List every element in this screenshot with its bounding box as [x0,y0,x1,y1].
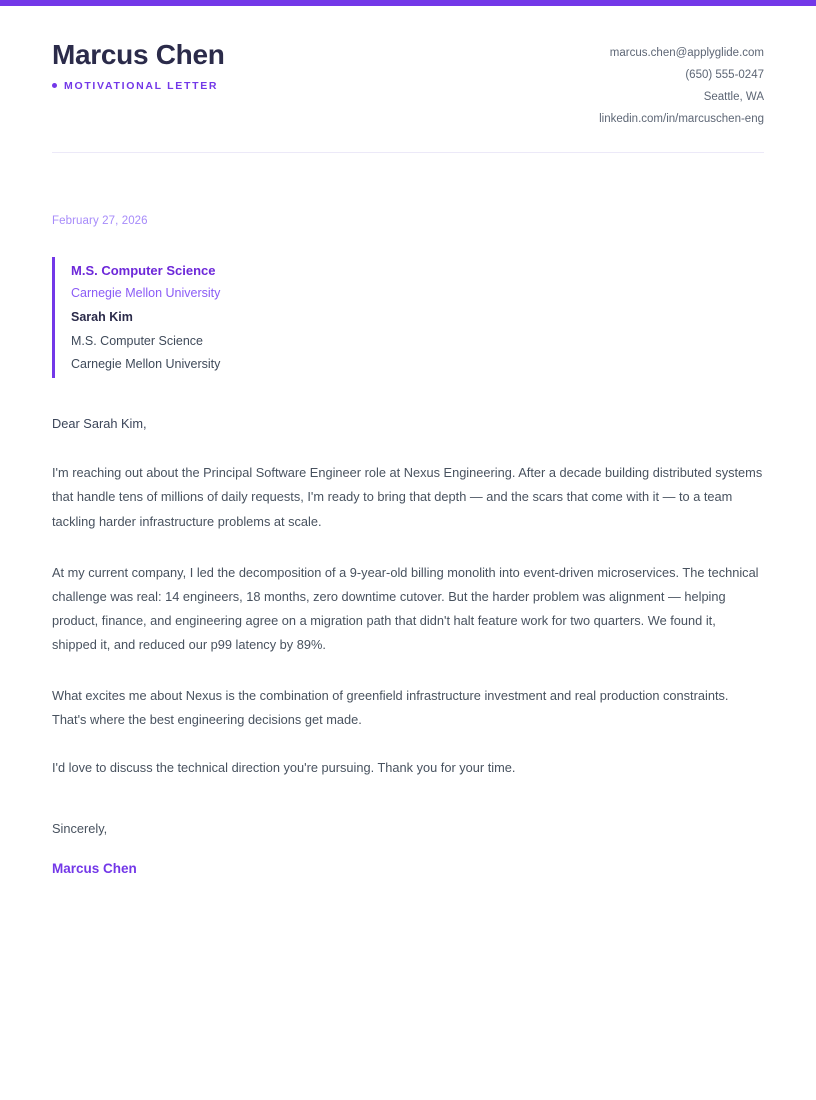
recipient-detail-line-1: M.S. Computer Science [71,333,203,348]
bullet-dot-icon [52,83,57,88]
recipient-role: M.S. Computer Science [71,263,216,279]
recipient-detail-line-2: Carnegie Mellon University [71,356,221,371]
contact-location: Seattle, WA [703,91,764,104]
letter-paragraph-1: I'm reaching out about the Principal Software Engineer role at Nexus Engineering. After a decade building distributed systems that handle tens of millions of daily requests, I'm ready to bring that depth — and the scars that come with it — to a team tackling harder infrastructure problems at scale. [52,465,763,529]
letter-date: February 27, 2026 [52,215,148,228]
header-identity [52,34,225,92]
letter-paragraph-3: What excites me about Nexus is the combination of greenfield infrastructure investment and real production constraints. That's where the best engineering decisions get made. [52,687,729,727]
header-divider [52,152,764,153]
letter-paragraph-4: I'd love to discuss the technical direction you're pursuing. Thank you for your time. [52,759,516,775]
recipient-block [52,257,764,378]
contact-linkedin: linkedin.com/in/marcuschen-eng [599,113,764,126]
document-kind-label [52,80,225,92]
top-accent-bar [0,0,816,6]
letter-paragraph-2: At my current company, I led the decomposition of a 9-year-old billing monolith into event-driven microservices. The technical challenge was real: 14 engineers, 18 months, zero downtime cutover. But the harder problem was alignment — helping product, finance, and engineering agree on a migration path that didn't halt feature work for two quarters. We found it, shipped it, and reduced our p99 latency by 89%. [52,564,759,652]
letter-header [52,34,764,152]
page-title: Marcus Chen [52,39,225,70]
document-kind-text: MOTIVATIONAL LETTER [64,79,219,92]
recipient-organization-accent: Carnegie Mellon University [71,286,221,301]
contact-phone: (650) 555-0247 [685,69,764,82]
letter-signature: Marcus Chen [52,861,137,877]
contact-email: marcus.chen@applyglide.com [609,47,764,59]
recipient-name: Sarah Kim [71,309,133,324]
contact-info-block [599,34,764,130]
letter-salutation: Dear Sarah Kim, [52,415,147,431]
letter-sign-off: Sincerely, [52,820,108,836]
